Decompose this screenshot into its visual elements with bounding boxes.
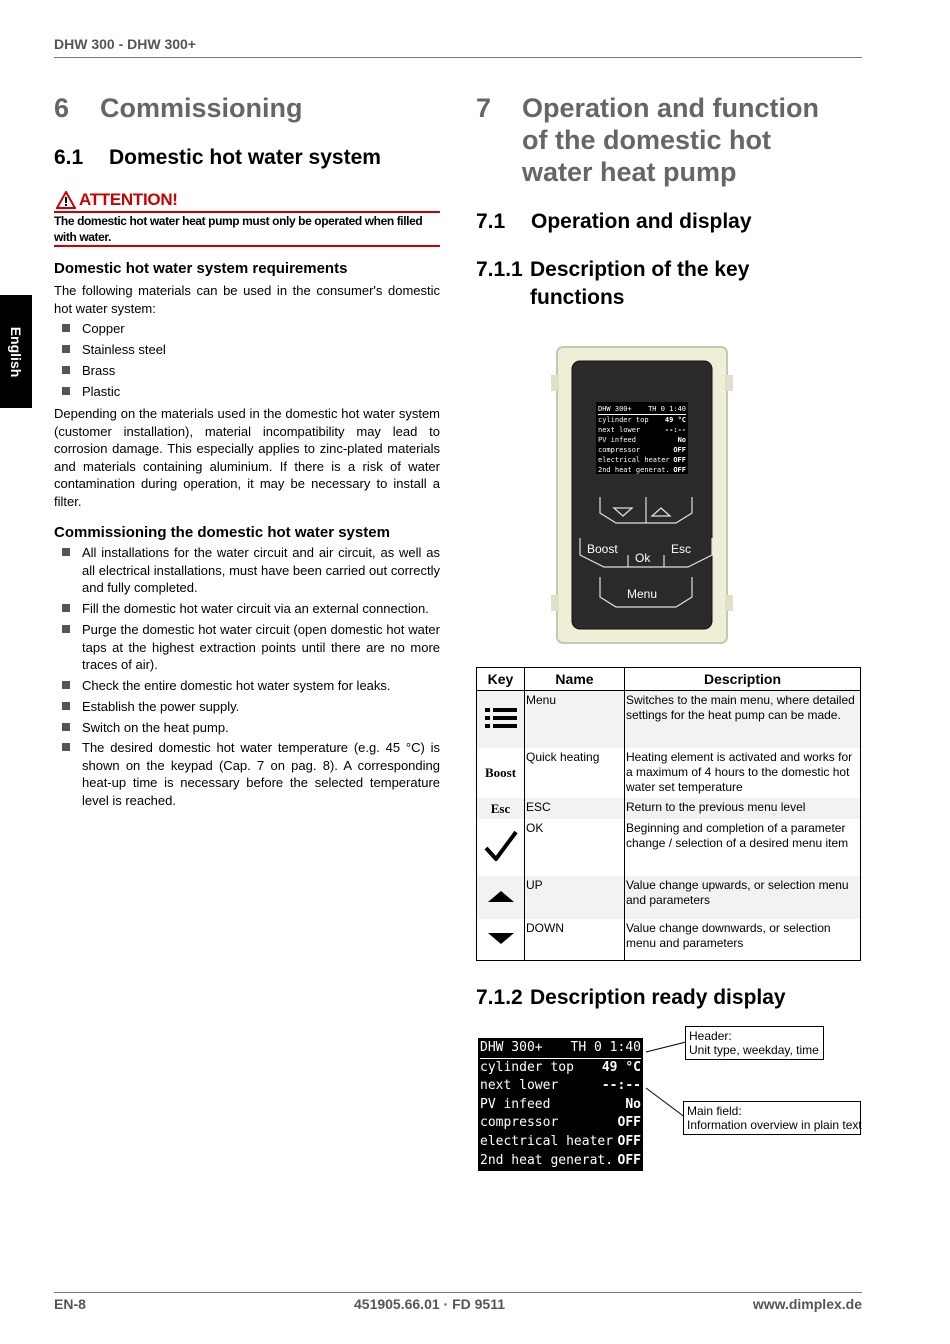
section-7-1-1-number: 7.1.1 (476, 258, 523, 281)
key-cell: Esc (477, 798, 525, 819)
column-header-name: Name (525, 668, 625, 691)
table-row (477, 691, 861, 748)
bullet-icon (62, 548, 70, 556)
name-cell: Menu (525, 691, 625, 748)
attention-rule-bottom (54, 245, 440, 247)
ready-display-header: DHW 300+ TH 0 1:40 (480, 1039, 641, 1059)
language-tab-label: English (8, 326, 24, 377)
ready-display-row: 2nd heat generat. OFF (480, 1152, 641, 1168)
requirements-intro: The following materials can be used in the consumer's domestic hot water system: (54, 283, 440, 316)
panel-lcd-row: electrical heater OFF (598, 456, 686, 464)
name-cell: UP (525, 876, 625, 919)
bullet-icon (62, 723, 70, 731)
control-panel-figure (548, 345, 738, 645)
description-cell: Heating element is activated and works for a maximum of 4 hours to the domestic hot water set temperature (625, 748, 861, 798)
attention-title: ATTENTION! (79, 190, 178, 209)
warning-icon (56, 191, 76, 209)
main-field-callout: Main field: Information overview in plain text (683, 1101, 861, 1135)
panel-lcd-row: cylinder top 49 °C (598, 416, 686, 424)
panel-lcd-row: PV infeed No (598, 436, 686, 444)
attention-text: The domestic hot water heat pump must only be operated when filled with water. (54, 214, 423, 244)
section-6-number: 6 (54, 93, 70, 123)
section-7-1-number: 7.1 (476, 210, 506, 233)
ready-display-screen (478, 1038, 643, 1171)
commissioning-heading: Commissioning the domestic hot water system (54, 524, 390, 541)
description-cell: Return to the previous menu level (625, 798, 861, 819)
section-6-1-number: 6.1 (54, 146, 84, 169)
description-cell: Switches to the main menu, where detailed settings for the heat pump can be made. (625, 691, 861, 748)
bullet-icon (62, 604, 70, 612)
list-item: Fill the domestic hot water circuit via an external connection. (54, 600, 440, 618)
panel-lcd-header: DHW 300+ TH 0 1:40 (598, 405, 686, 413)
key-cell: Boost (477, 748, 525, 798)
requirements-heading: Domestic hot water system requirements (54, 260, 348, 277)
table-row (477, 748, 861, 798)
key-cell (477, 819, 525, 876)
column-header-key: Key (477, 668, 525, 691)
key-cell (477, 691, 525, 748)
table-row (477, 876, 861, 919)
ready-display-row: next lower --:-- (480, 1078, 641, 1094)
check-icon (483, 829, 519, 863)
website-link[interactable]: www.dimplex.de (752, 1296, 862, 1312)
name-cell: DOWN (525, 919, 625, 961)
key-functions-table (476, 667, 861, 961)
list-item: Purge the domestic hot water circuit (open domestic hot water taps at the highest extraction points until there are no more traces of air). (54, 621, 440, 674)
panel-lcd-row: 2nd heat generat. OFF (598, 466, 686, 474)
panel-lcd-screen (596, 402, 688, 474)
bullet-icon (62, 366, 70, 374)
bullet-icon (62, 681, 70, 689)
section-7-1-2-number: 7.1.2 (476, 986, 523, 1009)
panel-ok-button[interactable]: Ok (635, 551, 651, 565)
table-header-row (477, 668, 861, 691)
column-header-description: Description (625, 668, 861, 691)
section-6-title: Commissioning (100, 93, 303, 123)
bullet-icon (62, 743, 70, 751)
key-cell (477, 876, 525, 919)
description-cell: Value change downwards, or selection menu and parameters (625, 919, 861, 961)
document-number: 451905.66.01 · FD 9511 (354, 1296, 506, 1312)
list-item: All installations for the water circuit and air circuit, as well as all electrical installations, must have been carried out correctly and fully completed. (54, 544, 440, 597)
section-7-1-1-title: Description of the key functions (530, 258, 750, 309)
ready-display-row: cylinder top 49 °C (480, 1059, 641, 1075)
footer-rule (54, 1292, 862, 1293)
table-row (477, 819, 861, 876)
bullet-icon (62, 625, 70, 633)
panel-lcd-row: next lower --:-- (598, 426, 686, 434)
panel-boost-button[interactable]: Boost (587, 542, 618, 556)
description-cell: Beginning and completion of a parameter change / selection of a desired menu item (625, 819, 861, 876)
table-row (477, 919, 861, 961)
list-item: Switch on the heat pump. (54, 719, 440, 737)
section-6-1-title: Domestic hot water system (109, 146, 381, 169)
up-arrow-icon (486, 888, 516, 904)
bullet-icon (62, 702, 70, 710)
down-arrow-icon (486, 930, 516, 946)
ready-display-row: compressor OFF (480, 1115, 641, 1131)
header-callout: Header: Unit type, weekday, time (685, 1026, 824, 1060)
language-tab (0, 295, 32, 408)
requirements-paragraph: Depending on the materials used in the domestic hot water system (customer installation), material incompatibility may lead to corrosion damage. This especially applies to zinc-plated materials and materials containing aluminium. If there is a risk of water contamination during operation, it may be necessary to install a filter. (54, 406, 440, 509)
ready-display-row: PV infeed No (480, 1096, 641, 1112)
section-7-number: 7 (476, 93, 492, 123)
ready-display-row: electrical heater OFF (480, 1133, 641, 1149)
name-cell: OK (525, 819, 625, 876)
list-item: Check the entire domestic hot water system for leaks. (54, 677, 440, 695)
list-item: The desired domestic hot water temperature (e.g. 45 °C) is shown on the keypad (Cap. 7 on pag. 8). A corresponding heat-up time is necessary before the selected temperature level is reached. (54, 739, 440, 809)
name-cell: ESC (525, 798, 625, 819)
panel-lcd-row: compressor OFF (598, 446, 686, 454)
section-7-1-title: Operation and display (531, 210, 752, 233)
key-cell (477, 919, 525, 961)
bullet-icon (62, 387, 70, 395)
description-cell: Value change upwards, or selection menu and parameters (625, 876, 861, 919)
running-header: DHW 300 - DHW 300+ (54, 36, 196, 52)
section-7-heading (476, 92, 866, 192)
bullet-icon (62, 324, 70, 332)
panel-menu-button[interactable]: Menu (627, 587, 658, 601)
name-cell: Quick heating (525, 748, 625, 798)
header-rule (54, 57, 862, 58)
panel-esc-button[interactable]: Esc (671, 542, 692, 556)
list-item: Establish the power supply. (54, 698, 440, 716)
table-row (477, 798, 861, 819)
bullet-icon (62, 345, 70, 353)
section-7-1-2-title: Description ready display (530, 986, 786, 1009)
page-number: EN-8 (54, 1296, 86, 1312)
menu-icon (483, 705, 519, 731)
section-7-title: Operation and function of the domestic hot water heat pump (522, 93, 819, 187)
